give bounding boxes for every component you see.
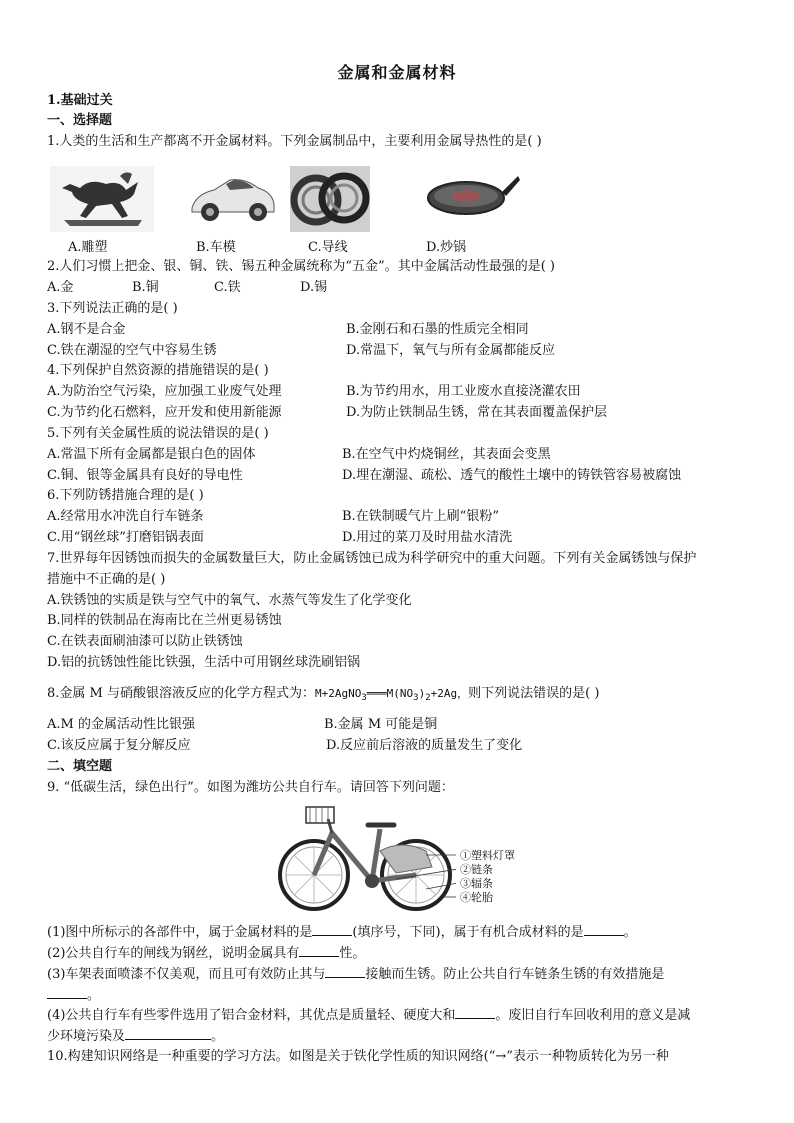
q4-option-b: B.为节约用水，用工业废水直接浇灌农田 xyxy=(346,384,581,399)
car-model-image xyxy=(186,166,280,232)
bicycle-drawing xyxy=(276,803,456,915)
q5-option-b: B.在空气中灼烧铜丝，其表面会变黑 xyxy=(342,447,551,462)
q7-option-d: D.铝的抗锈蚀性能比铁强，生活中可用钢丝球洗刷铝锅 xyxy=(47,655,361,670)
eq-sub-3: 2 xyxy=(425,693,431,704)
q4-option-d: D.为防止铁制品生锈，常在其表面覆盖保护层 xyxy=(346,405,608,420)
bicycle-labels xyxy=(460,849,515,905)
wire-coils-image xyxy=(290,166,370,232)
q9-s4-text-c: 少环境污染及 xyxy=(47,1029,126,1044)
bicycle-figure xyxy=(276,803,536,915)
q3-option-b: B.金刚石和石墨的性质完全相同 xyxy=(346,322,529,337)
question-7-stem-line1: 7.世界每年因锈蚀而损失的金属数量巨大，防止金属锈蚀已成为科学研究中的重大问题。下列有关金属锈蚀与保护 xyxy=(47,551,697,566)
q3-option-c: C.铁在潮湿的空气中容易生锈 xyxy=(47,343,217,358)
question-5-stem: 5.下列有关金属性质的说法错误的是( ) xyxy=(47,426,269,441)
q7-option-c: C.在铁表面刷油漆可以防止铁锈蚀 xyxy=(47,634,243,649)
q9-s3-text-a: (3)车架表面喷漆不仅美观，而且可有效防止其与 xyxy=(47,967,326,982)
q2-option-a: A.金 xyxy=(47,280,74,295)
q6-option-b: B.在铁制暖气片上刷“银粉” xyxy=(342,509,499,524)
q8-option-a: A.M 的金属活动性比银强 xyxy=(47,717,195,732)
q9-s4-text-d: 。 xyxy=(211,1029,225,1044)
q3-option-a: A.钢不是合金 xyxy=(47,322,126,337)
section-heading: 1.基础过关 xyxy=(47,93,113,108)
page-title: 金属和金属材料 xyxy=(337,63,457,82)
question-2-stem: 2.人们习惯上把金、银、铜、铁、锡五种金属统称为“五金”。其中金属活动性最强的是( ) xyxy=(47,259,555,274)
q9-s1-text-c: 。 xyxy=(623,925,637,940)
answer-blank-3[interactable] xyxy=(299,944,339,957)
q9-sub-1 xyxy=(47,923,637,942)
q9-sub-3-cont xyxy=(47,986,100,1005)
q4-option-a: A.为防治空气污染，应加强工业废气处理 xyxy=(47,384,282,399)
q5-option-d: D.埋在潮湿、疏松、透气的酸性土壤中的铸铁管容易被腐蚀 xyxy=(342,468,682,483)
question-9-stem: 9. “低碳生活，绿色出行”。如图为潍坊公共自行车。请回答下列问题： xyxy=(47,780,454,795)
chemical-equation xyxy=(314,687,469,704)
q9-s3-text-b: 接触而生锈。防止公共自行车链条生锈的有效措施是 xyxy=(365,967,665,982)
question-8-stem xyxy=(47,685,599,707)
answer-blank-2[interactable] xyxy=(584,923,624,936)
q6-option-c: C.用“钢丝球”打磨铝锅表面 xyxy=(47,530,204,545)
q8-option-d: D.反应前后溶液的质量发生了变化 xyxy=(326,738,523,753)
sculpture-image xyxy=(50,166,154,232)
q5-option-c: C.铜、银等金属具有良好的导电性 xyxy=(47,468,243,483)
label-lamp-cover: ①塑料灯罩 xyxy=(460,849,515,862)
q1-option-d: D.炒锅 xyxy=(426,240,467,255)
wok-image xyxy=(424,166,520,232)
q2-option-d: D.锡 xyxy=(300,280,328,295)
part-heading-fill: 二、填空题 xyxy=(47,759,113,774)
q6-option-a: A.经常用水冲洗自行车链条 xyxy=(47,509,204,524)
q1-option-b: B.车模 xyxy=(196,240,236,255)
q7-option-a: A.铁锈蚀的实质是铁与空气中的氧气、水蒸气等发生了化学变化 xyxy=(47,593,412,608)
q9-s4-text-a: (4)公共自行车有些零件选用了铝合金材料，其优点是质量轻、硬度大和 xyxy=(47,1008,456,1023)
q6-option-d: D.用过的菜刀及时用盐水清洗 xyxy=(342,530,513,545)
q1-option-c: C.导线 xyxy=(308,240,348,255)
q9-s1-text-a: (1)图中所标示的各部件中，属于金属材料的是 xyxy=(47,925,313,940)
question-7-stem-line2: 措施中不正确的是( ) xyxy=(47,572,166,587)
eq-sub-1: 3 xyxy=(361,693,367,704)
q9-s1-text-b: (填序号，下同)，属于有机合成材料的是 xyxy=(352,925,584,940)
eq-right-1: M(NO xyxy=(386,687,414,700)
q8-option-b: B.金属 M 可能是铜 xyxy=(324,717,438,732)
q8-stem-pre: 8.金属 M 与硝酸银溶液反应的化学方程式为： xyxy=(47,686,315,701)
q8-option-c: C.该反应属于复分解反应 xyxy=(47,738,191,753)
q9-s2-text-b: 性。 xyxy=(339,946,366,961)
question-10-stem: 10.构建知识网络是一种重要的学习方法。如图是关于铁化学性质的知识网络(“→”表示一种物质转化为另一种 xyxy=(47,1049,669,1064)
eq-left: M+2AgNO xyxy=(314,687,362,700)
q7-option-b: B.同样的铁制品在海南比在兰州更易锈蚀 xyxy=(47,613,282,628)
eq-right-2: ) xyxy=(418,687,426,700)
eq-right-3: +2Ag， xyxy=(430,687,469,700)
q2-option-c: C.铁 xyxy=(214,280,241,295)
q9-s2-text-a: (2)公共自行车的闸线为钢丝，说明金属具有 xyxy=(47,946,300,961)
answer-blank-4[interactable] xyxy=(325,965,365,978)
answer-blank-6[interactable] xyxy=(455,1006,495,1019)
question-6-stem: 6.下列防锈措施合理的是( ) xyxy=(47,488,204,503)
q9-sub-3 xyxy=(47,965,664,984)
q8-stem-post: 则下列说法错误的是( ) xyxy=(468,686,600,701)
q9-sub-4-cont xyxy=(47,1027,224,1046)
q9-sub-4 xyxy=(47,1006,690,1025)
q9-sub-2 xyxy=(47,944,365,963)
label-tire: ④轮胎 xyxy=(460,891,493,904)
q5-option-a: A.常温下所有金属都是银白色的固体 xyxy=(47,447,256,462)
question-4-stem: 4.下列保护自然资源的措施错误的是( ) xyxy=(47,363,269,378)
q9-s3-text-c: 。 xyxy=(87,988,101,1003)
q1-option-a: A.雕塑 xyxy=(68,240,108,255)
part-heading-choice: 一、选择题 xyxy=(47,113,113,128)
q9-s4-text-b: 。废旧自行车回收利用的意义是减 xyxy=(495,1008,691,1023)
question-3-stem: 3.下列说法正确的是( ) xyxy=(47,301,178,316)
q2-option-b: B.铜 xyxy=(132,280,159,295)
label-spokes: ③辐条 xyxy=(460,877,493,890)
eq-arrow: ═══ xyxy=(366,687,387,700)
question-1-stem: 1.人类的生活和生产都离不开金属材料。下列金属制品中，主要利用金属导热性的是( ) xyxy=(47,134,542,149)
label-chain: ②链条 xyxy=(460,863,493,876)
answer-blank-5[interactable] xyxy=(47,986,87,999)
answer-blank-7[interactable] xyxy=(125,1027,211,1040)
eq-sub-2: 3 xyxy=(413,693,419,704)
answer-blank-1[interactable] xyxy=(312,923,352,936)
q3-option-d: D.常温下，氧气与所有金属都能反应 xyxy=(346,343,556,358)
q4-option-c: C.为节约化石燃料，应开发和使用新能源 xyxy=(47,405,282,420)
